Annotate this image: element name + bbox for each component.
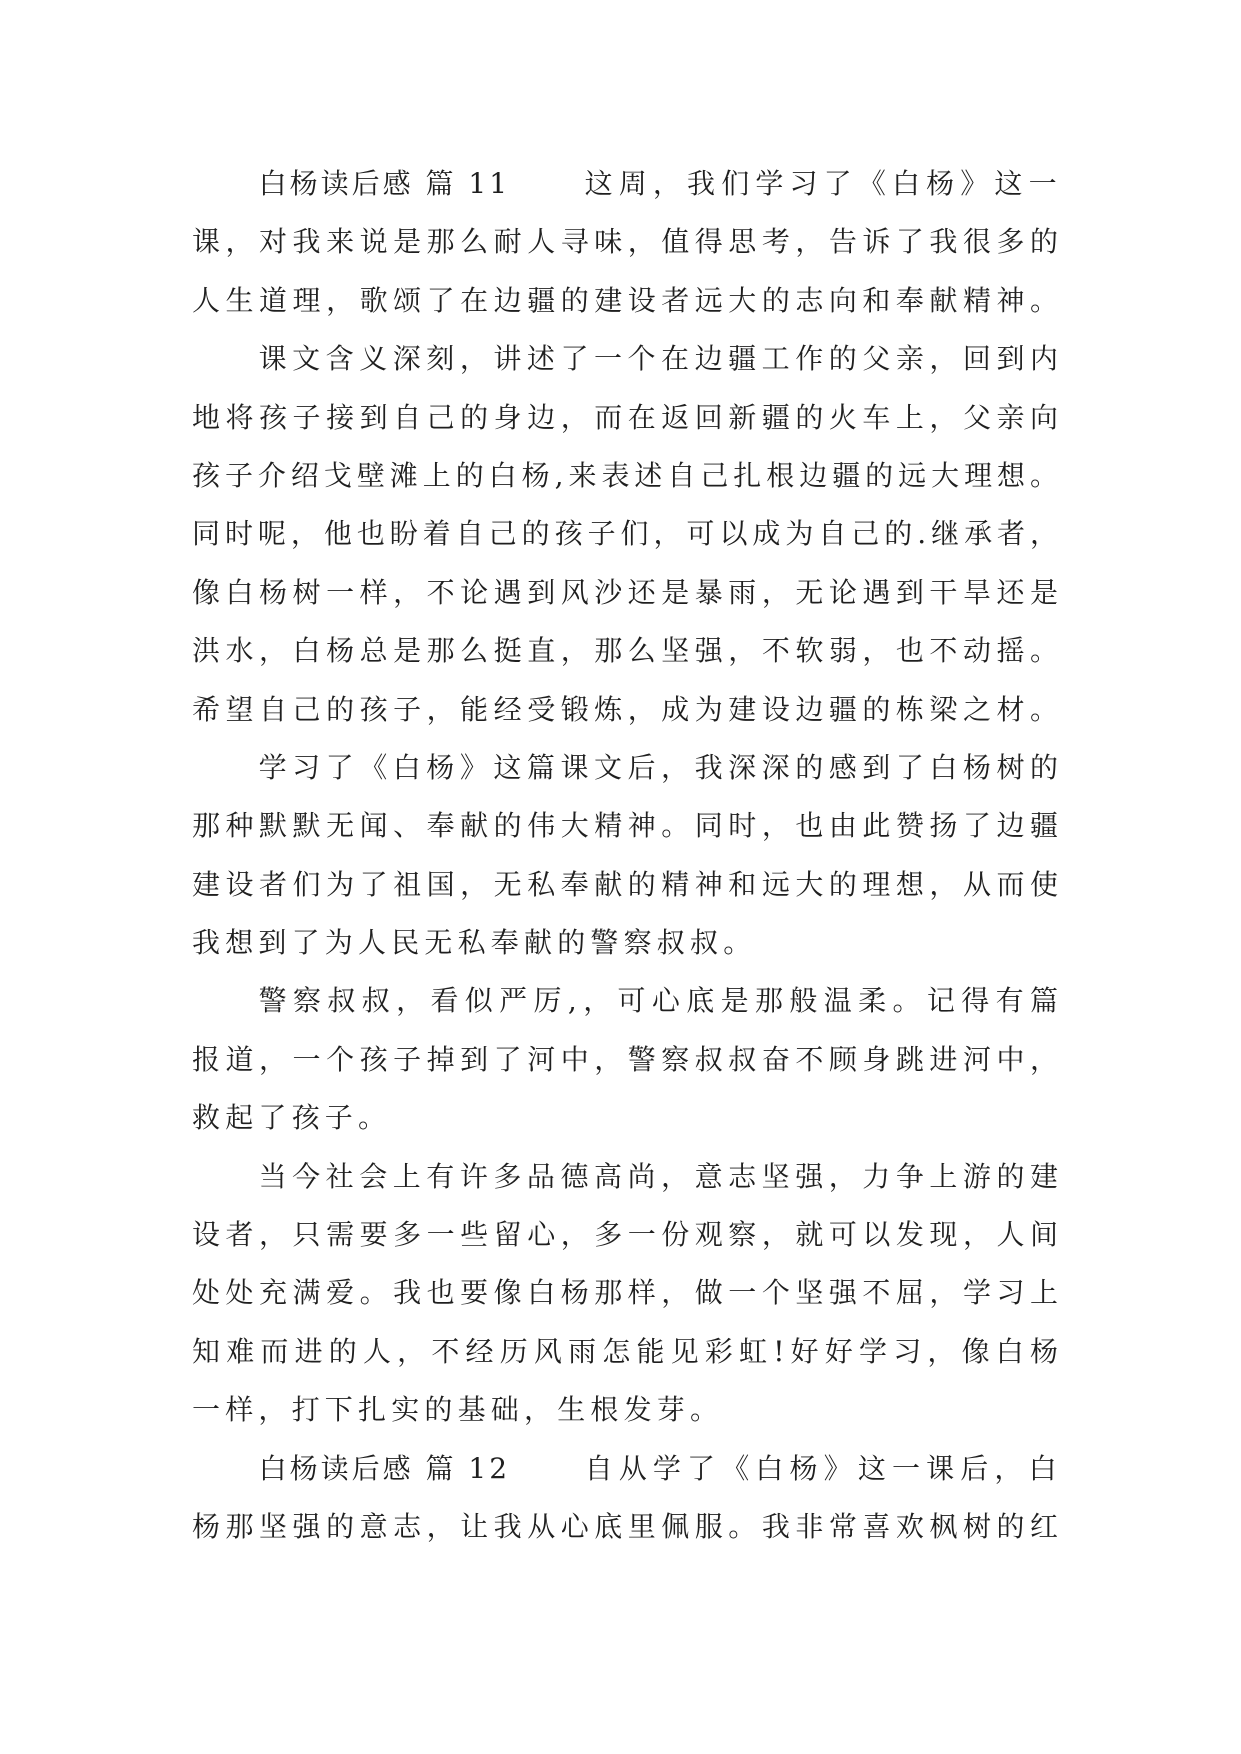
- paragraph-line: 孩子介绍戈壁滩上的白杨,来表述自己扎根边疆的远大理想。: [192, 458, 1058, 492]
- paragraph-line: 知难而进的人，不经历风雨怎能见彩虹!好好学习，像白杨: [192, 1334, 1058, 1368]
- paragraph: [192, 739, 1058, 973]
- paragraph-line: 设者，只需要多一些留心，多一份观察，就可以发现，人间: [192, 1218, 1058, 1252]
- paragraph-line: 建设者们为了祖国，无私奉献的精神和远大的理想，从而使: [192, 867, 1058, 901]
- paragraph-line: 希望自己的孩子，能经受锻炼，成为建设边疆的栋梁之材。: [192, 692, 1058, 726]
- document-body: [192, 155, 1058, 1556]
- paragraph-first-line: [192, 155, 1058, 213]
- paragraph-line: 处处充满爱。我也要像白杨那样，做一个坚强不屈，学习上: [192, 1276, 1058, 1310]
- paragraph-line: 课，对我来说是那么耐人寻味，值得思考，告诉了我很多的: [192, 225, 1058, 259]
- paragraph-line: 报道，一个孩子掉到了河中，警察叔叔奋不顾身跳进河中，: [192, 1042, 1058, 1076]
- paragraph-line: 同时呢，他也盼着自己的孩子们，可以成为自己的.继承者，: [192, 517, 1058, 551]
- paragraph: [192, 155, 1058, 330]
- paragraph-first-line: [192, 1440, 1058, 1498]
- paragraph-line: 地将孩子接到自己的身边，而在返回新疆的火车上，父亲向: [192, 400, 1058, 434]
- paragraph-line: 学习了《白杨》这篇课文后，我深深的感到了白杨树的: [258, 750, 1058, 784]
- paragraph: [192, 972, 1058, 1147]
- paragraph-line: 救起了孩子。: [192, 1101, 392, 1135]
- paragraph-line: 像白杨树一样，不论遇到风沙还是暴雨，无论遇到干旱还是: [192, 575, 1058, 609]
- section-heading: 白杨读后感 篇 12: [258, 1451, 511, 1485]
- paragraph: [192, 330, 1058, 739]
- paragraph-line: 我想到了为人民无私奉献的警察叔叔。: [192, 926, 757, 960]
- paragraph-line: 杨那坚强的意志，让我从心底里佩服。我非常喜欢枫树的红: [192, 1509, 1058, 1543]
- paragraph-line: 当今社会上有许多品德高尚，意志坚强，力争上游的建: [258, 1159, 1058, 1193]
- paragraph-line: 警察叔叔，看似严厉,，可心底是那般温柔。记得有篇: [258, 984, 1058, 1018]
- paragraph: [192, 1148, 1058, 1440]
- paragraph-line: 洪水，白杨总是那么挺直，那么坚强，不软弱，也不动摇。: [192, 634, 1058, 668]
- paragraph-line: 这周，我们学习了《白杨》这一: [584, 167, 1057, 200]
- paragraph-line: 一样，打下扎实的基础，生根发芽。: [192, 1393, 724, 1427]
- paragraph-line: 那种默默无闻、奉献的伟大精神。同时，也由此赞扬了边疆: [192, 809, 1058, 843]
- section-heading: 白杨读后感 篇 11: [258, 167, 511, 200]
- paragraph: [192, 1440, 1058, 1557]
- paragraph-line: 人生道理，歌颂了在边疆的建设者远大的志向和奉献精神。: [192, 283, 1058, 317]
- paragraph-line: 课文含义深刻，讲述了一个在边疆工作的父亲，回到内: [258, 342, 1058, 376]
- paragraph-line: 自从学了《白杨》这一课后，白: [584, 1451, 1057, 1485]
